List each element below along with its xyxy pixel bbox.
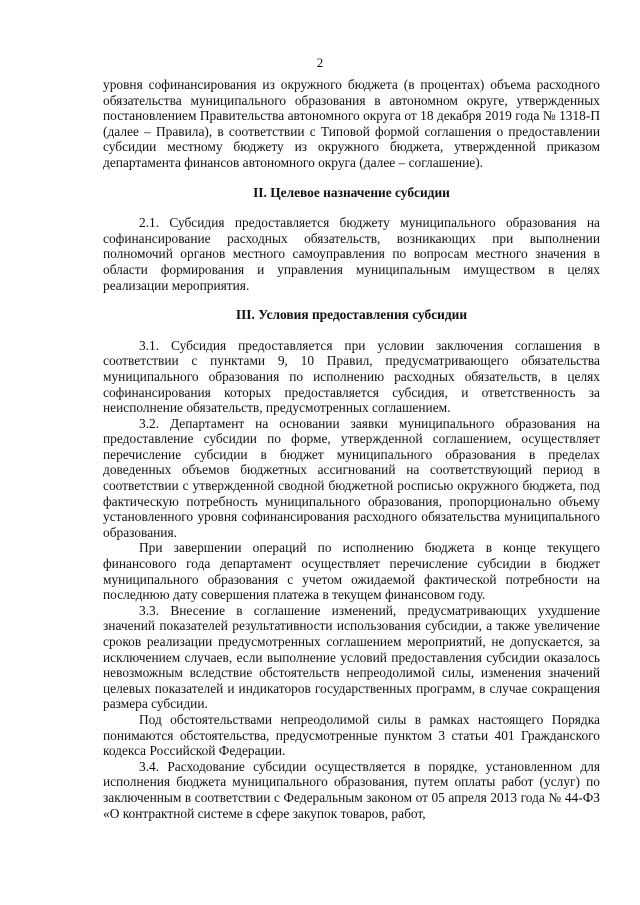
paragraph-3-1: 3.1. Субсидия предоставляется при условии заключения соглашения в соответствии с пунктами 9, 10 Правил, предусматривающего обязательства муниципального образования по исполнению расходных обязательств, в целях софинансирования которых предоставляется субсидия, и ответственность за неисполнение обязательств, предусмотренных соглашением. xyxy=(103,337,600,416)
intro-paragraph: уровня софинансирования из окружного бюджета (в процентах) объема расходного обязательства муниципального образования в автономном округе, утвержденных постановлением Правительства автономного округа от 18 декабря 2019 года № 1318-П (далее – Правила), в соответствии с Типовой формой соглашения о предоставлении субсидии местному бюджету из окружного бюджета, утвержденной приказом департамента финансов автономного округа (далее – соглашение). xyxy=(103,77,600,170)
section-3-heading: III. Условия предоставления субсидии xyxy=(235,307,468,323)
paragraph-3-2-continued: При завершении операций по исполнению бюджета в конце текущего финансового года департамент осуществляет перечисление субсидии в бюджет муниципального образования с учетом ожидаемой фактической потребности на последнюю дату совершения платежа в текущем финансовом году. xyxy=(103,540,600,603)
paragraph-3-2: 3.2. Департамент на основании заявки муниципального образования на предоставление субсидии по форме, утвержденной соглашением, осуществляет перечисление субсидии в бюджет муниципального образования в пределах доведенных объемов бюджетных ассигнований на соответствующий период в соответствии с утвержденной сводной бюджетной росписью окружного бюджета, под фактическую потребность муниципального образования, пропорционально объему установленного уровня софинансирования расходного обязательства муниципального образования. xyxy=(103,415,600,540)
document-body xyxy=(103,77,600,821)
page-number: 2 xyxy=(316,55,324,70)
section-2-heading: II. Целевое назначение субсидии xyxy=(253,184,450,200)
paragraph-force-majeure: Под обстоятельствами непреодолимой силы в рамках настоящего Порядка понимаются обстоятельства, предусмотренные пунктом 3 статьи 401 Гражданского кодекса Российской Федерации. xyxy=(103,711,600,759)
paragraph-3-4: 3.4. Расходование субсидии осуществляется в порядке, установленном для исполнения бюджета муниципального образования, путем оплаты работ (услуг) по заключенным в соответствии с Федеральным законом от 05 апреля 2013 года № 44-ФЗ «О контрактной системе в сфере закупок товаров, работ, xyxy=(103,758,600,821)
paragraph-2-1: 2.1. Субсидия предоставляется бюджету муниципального образования на софинансирование расходных обязательств, возникающих при выполнении полномочий органов местного самоуправления по вопросам местного значения в области формирования и управления муниципальным имуществом в целях реализации мероприятия. xyxy=(103,215,600,293)
paragraph-3-3: 3.3. Внесение в соглашение изменений, предусматривающих ухудшение значений показателей результативности использования субсидии, а также увеличение сроков реализации предусмотренных соглашением мероприятий, не допускается, за исключением случаев, если выполнение условий предоставления субсидии оказалось невозможным вследствие обстоятельств непреодолимой силы, изменения значений целевых показателей и индикаторов государственных программ, в случае сокращения размера субсидии. xyxy=(103,602,600,712)
